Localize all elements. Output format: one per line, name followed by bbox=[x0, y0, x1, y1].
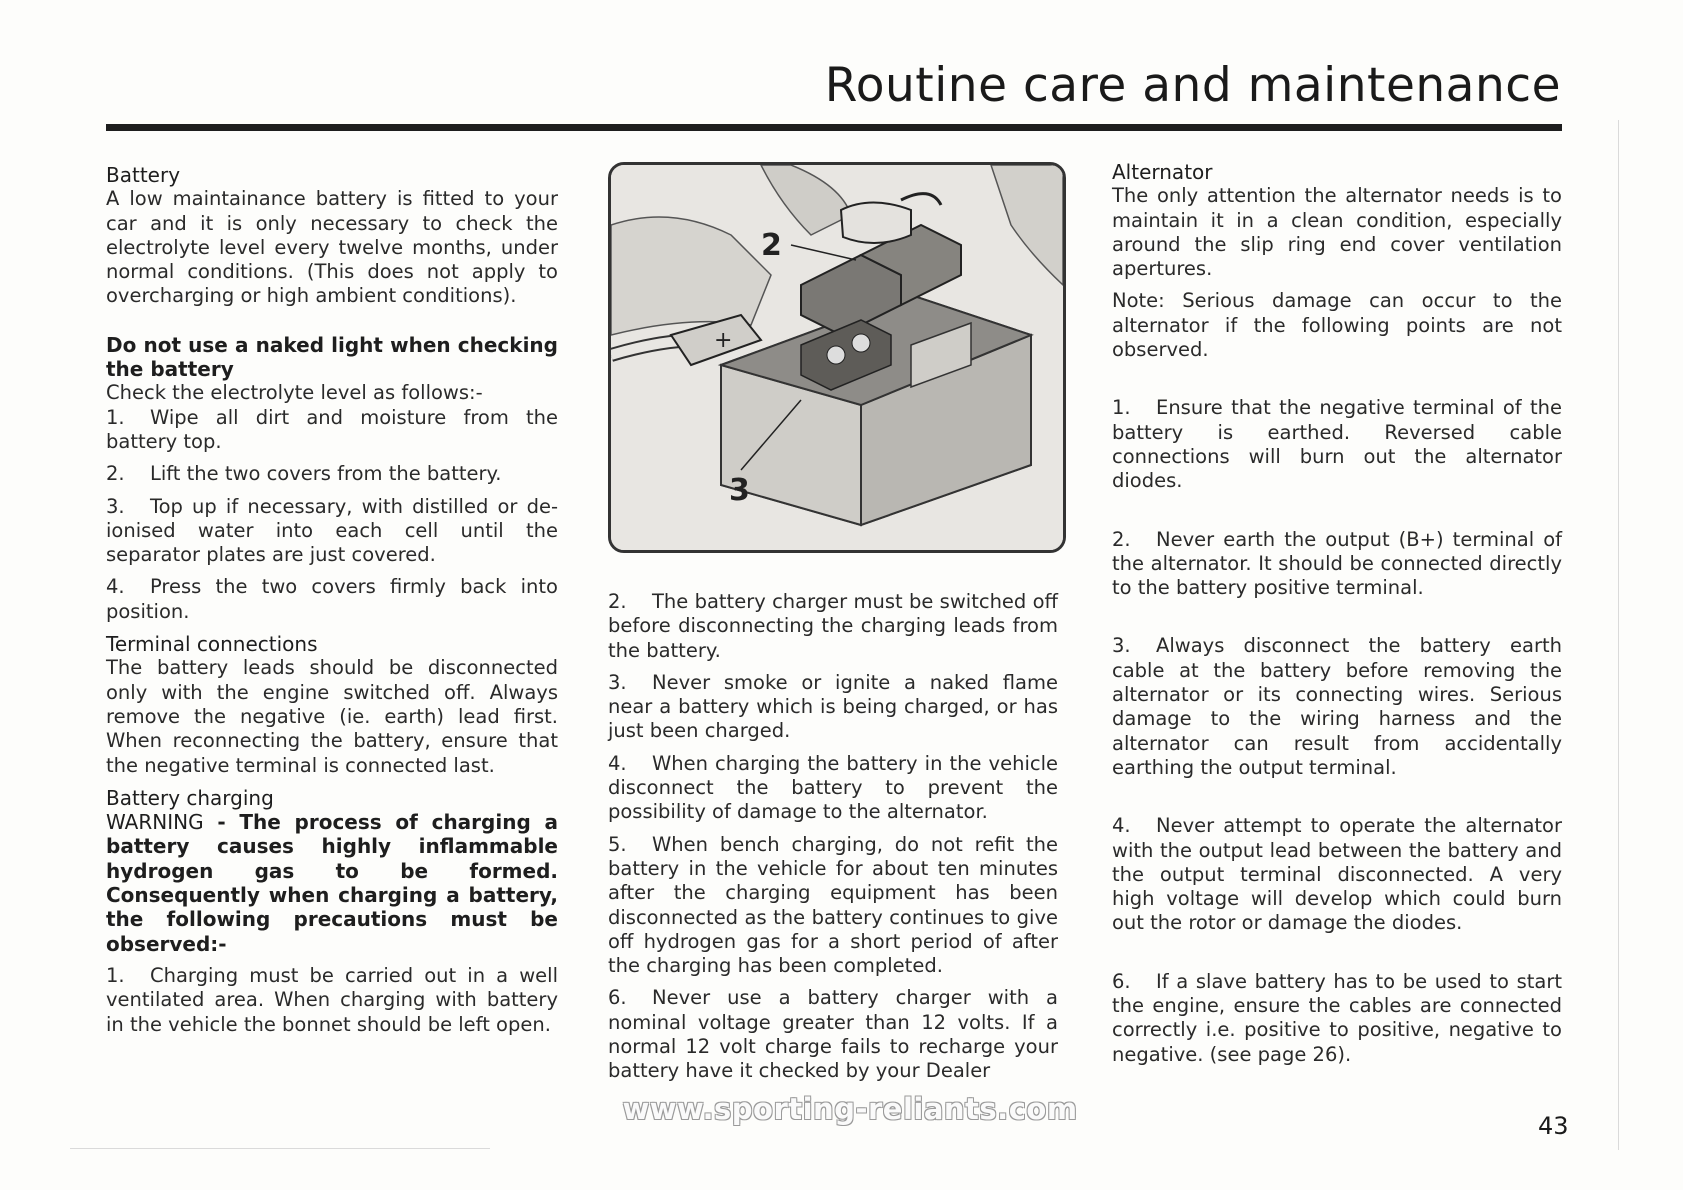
step-number: 4. bbox=[106, 575, 125, 599]
step-item bbox=[1112, 528, 1562, 601]
step-number: 3. bbox=[106, 494, 125, 518]
step-item bbox=[106, 575, 558, 624]
header-rule bbox=[106, 124, 1562, 131]
page-title: Routine care and maintenance bbox=[824, 58, 1561, 113]
step-number: 2. bbox=[1112, 527, 1131, 551]
step-number: 6. bbox=[1112, 969, 1131, 993]
step-item bbox=[1112, 970, 1562, 1067]
callout-3: 3 bbox=[729, 473, 750, 508]
check-intro: Check the electrolyte level as follows:- bbox=[106, 381, 483, 405]
step-item bbox=[106, 462, 558, 486]
step-text: Lift the two covers from the battery. bbox=[150, 462, 502, 486]
charging-heading: Battery charging bbox=[106, 785, 274, 810]
terminal-heading: Terminal connections bbox=[106, 632, 318, 657]
step-text: Top up if necessary, with distilled or de-ionised water into each cell until the separator plates are just covered. bbox=[106, 494, 558, 567]
step-text: Always disconnect the battery earth cable at the battery before removing the alternator or its connecting wires. Serious damage to the wiring harness and the alternator can result from accidentally earthing the output terminal. bbox=[1112, 634, 1562, 779]
step-number: 1. bbox=[1112, 396, 1131, 420]
step-item bbox=[608, 671, 1058, 744]
warning-paragraph bbox=[106, 810, 558, 956]
step-item bbox=[1112, 634, 1562, 780]
step-item bbox=[106, 406, 558, 455]
step-item bbox=[106, 495, 558, 568]
warning-text: - The process of charging a battery causes highly inflammable hydrogen gas to be formed. Consequently when charging a battery, the following precautions must be observed:- bbox=[106, 810, 558, 956]
note-paragraph: Note: Serious damage can occur to the alternator if the following points are not observed. bbox=[1112, 289, 1562, 362]
scan-bottom-line bbox=[70, 1148, 490, 1149]
step-item bbox=[1112, 814, 1562, 935]
svg-text:+: + bbox=[714, 328, 733, 353]
step-text: Never attempt to operate the alternator with the output lead between the battery and the output terminal disconnected. A very high voltage will develop which could burn out the rotor or damage the diodes. bbox=[1112, 814, 1562, 935]
step-number: 4. bbox=[1112, 814, 1131, 838]
step-number: 2. bbox=[608, 590, 627, 613]
naked-light-heading: Do not use a naked light when checking the battery bbox=[106, 332, 558, 382]
step-item bbox=[608, 752, 1058, 825]
left-column bbox=[106, 163, 558, 1037]
step-text: Charging must be carried out in a well ventilated area. When charging with battery in the vehicle the bonnet should be left open. bbox=[106, 963, 558, 1036]
step-number: 4. bbox=[608, 751, 627, 775]
battery-paragraph: A low maintainance battery is fitted to your car and it is only necessary to check the electrolyte level every twelve months, under normal conditions. (This does not apply to overcharging or high ambient conditions). bbox=[106, 187, 558, 308]
step-item bbox=[1112, 396, 1562, 493]
right-column bbox=[1112, 160, 1562, 1067]
step-item bbox=[608, 986, 1058, 1083]
step-number: 6. bbox=[608, 986, 627, 1010]
step-text: Press the two covers firmly back into position. bbox=[106, 575, 558, 623]
step-text: Wipe all dirt and moisture from the battery top. bbox=[106, 405, 558, 453]
step-text: Never use a battery charger with a nominal voltage greater than 12 volts. If a normal 12 volt charge fails to recharge your battery have it checked by your Dealer bbox=[608, 986, 1058, 1083]
alternator-paragraph: The only attention the alternator needs is to maintain it in a clean condition, especially around the slip ring end cover ventilation apertures. bbox=[1112, 184, 1562, 281]
callout-2: 2 bbox=[761, 228, 782, 263]
step-item bbox=[608, 833, 1058, 979]
battery-illustration bbox=[608, 162, 1066, 553]
step-text: Never earth the output (B+) terminal of the alternator. It should be connected directly to the battery positive terminal. bbox=[1112, 527, 1562, 600]
step-text: When bench charging, do not refit the battery in the vehicle for about ten minutes after the charging equipment has been disconnected as the battery continues to give off hydrogen gas for a short period of after the charging has been completed. bbox=[608, 832, 1058, 978]
step-item bbox=[106, 964, 558, 1037]
step-number: 1. bbox=[106, 963, 125, 987]
step-text: The battery charger must be switched off before disconnecting the charging leads from the battery. bbox=[608, 590, 1058, 662]
page-number: 43 bbox=[1538, 1112, 1569, 1140]
scan-edge-line bbox=[1618, 120, 1619, 1150]
warning-label: WARNING bbox=[106, 810, 204, 835]
step-item bbox=[608, 590, 1058, 663]
terminal-paragraph: The battery leads should be disconnected only with the engine switched off. Always remove the negative (ie. earth) lead first. When reconnecting the battery, ensure that the negative terminal is connected last. bbox=[106, 656, 558, 777]
step-text: Never smoke or ignite a naked flame near a battery which is being charged, or has just been charged. bbox=[608, 670, 1058, 743]
step-number: 3. bbox=[1112, 634, 1131, 658]
middle-column bbox=[608, 590, 1058, 1084]
step-number: 2. bbox=[106, 462, 125, 486]
step-text: If a slave battery has to be used to start the engine, ensure the cables are connected correctly i.e. positive to positive, negative to negative. (see page 26). bbox=[1112, 969, 1562, 1066]
alternator-heading: Alternator bbox=[1112, 160, 1213, 184]
step-text: Ensure that the negative terminal of the battery is earthed. Reversed cable connections will burn out the alternator diodes. bbox=[1112, 396, 1562, 493]
battery-drawing bbox=[611, 165, 1063, 550]
step-number: 5. bbox=[608, 832, 627, 856]
step-number: 1. bbox=[106, 405, 125, 429]
watermark: www.sporting-reliants.com bbox=[622, 1092, 1078, 1126]
step-number: 3. bbox=[608, 670, 627, 694]
step-text: When charging the battery in the vehicle disconnect the battery to prevent the possibility of damage to the alternator. bbox=[608, 751, 1058, 824]
battery-heading: Battery bbox=[106, 163, 181, 187]
